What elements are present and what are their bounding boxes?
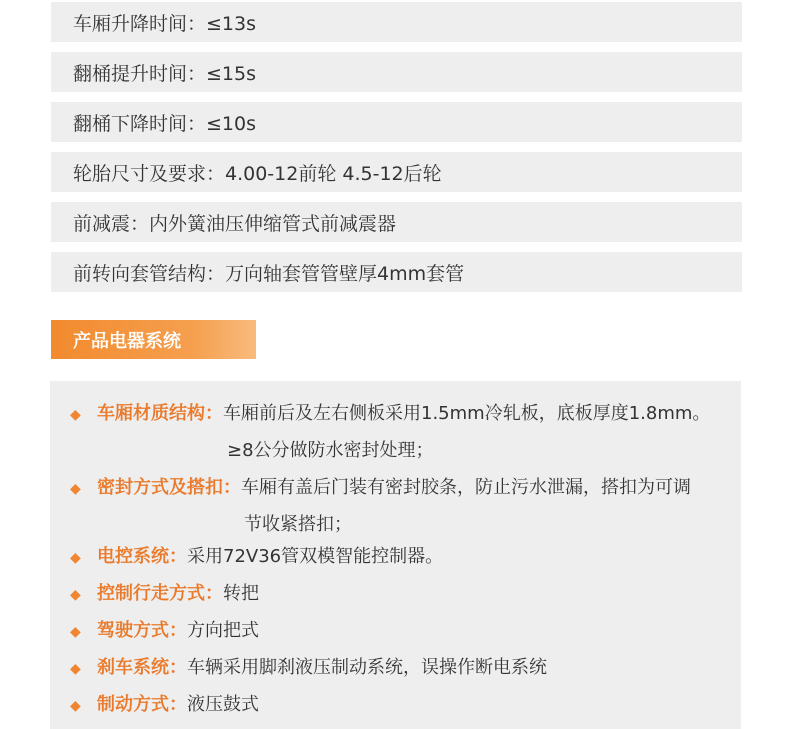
feature-value: 车厢有盖后门装有密封胶条，防止污水泄漏，搭扣为可调 (241, 477, 691, 498)
feature-label: 电控系统： (97, 546, 187, 567)
feature-value: 方向把式 (187, 620, 259, 641)
feature-continuation: ≥8公分做防水密封处理； (227, 440, 434, 461)
diamond-bullet-icon: ◆ (70, 624, 81, 640)
diamond-bullet-icon: ◆ (70, 481, 81, 497)
section-title-electrical-system: 产品电器系统 (51, 320, 256, 359)
feature-item-drive-control (70, 575, 259, 614)
feature-item-brake-type (70, 686, 259, 725)
feature-label: 密封方式及搭扣： (97, 477, 241, 498)
feature-label: 控制行走方式： (97, 583, 223, 604)
diamond-bullet-icon: ◆ (70, 550, 81, 566)
feature-label: 车厢材质结构： (97, 403, 223, 424)
diamond-bullet-icon: ◆ (70, 661, 81, 677)
feature-item-seal-method (70, 469, 691, 508)
diamond-bullet-icon: ◆ (70, 407, 81, 423)
feature-label: 驾驶方式： (97, 620, 187, 641)
feature-label: 刹车系统： (97, 657, 187, 678)
feature-panel (50, 381, 741, 729)
spec-row-bucket-lower-time: 翻桶下降时间：≤10s (51, 102, 742, 142)
feature-item-body-material (70, 395, 710, 434)
feature-value: 车辆采用脚刹液压制动系统，误操作断电系统 (187, 657, 547, 678)
feature-continuation: 节收紧搭扣； (244, 514, 352, 535)
diamond-bullet-icon: ◆ (70, 698, 81, 714)
feature-value: 采用72V36管双模智能控制器。 (187, 546, 444, 567)
feature-item-brake-system (70, 649, 547, 688)
spec-row-front-suspension: 前减震：内外簧油压伸缩管式前减震器 (51, 202, 742, 242)
spec-row-tire-size: 轮胎尺寸及要求：4.00-12前轮 4.5-12后轮 (51, 152, 742, 192)
feature-item-steering (70, 612, 259, 651)
feature-value: 液压鼓式 (187, 694, 259, 715)
spec-row-bucket-raise-time: 翻桶提升时间：≤15s (51, 52, 742, 92)
diamond-bullet-icon: ◆ (70, 587, 81, 603)
feature-item-electric-control (70, 538, 443, 577)
feature-value: 车厢前后及左右侧板采用1.5mm冷轧板，底板厚度1.8mm。 (223, 403, 711, 424)
spec-row-lift-time: 车厢升降时间：≤13s (51, 2, 742, 42)
feature-label: 制动方式： (97, 694, 187, 715)
feature-value: 转把 (223, 583, 259, 604)
spec-row-steering-tube: 前转向套管结构：万向轴套管管壁厚4mm套管 (51, 252, 742, 292)
